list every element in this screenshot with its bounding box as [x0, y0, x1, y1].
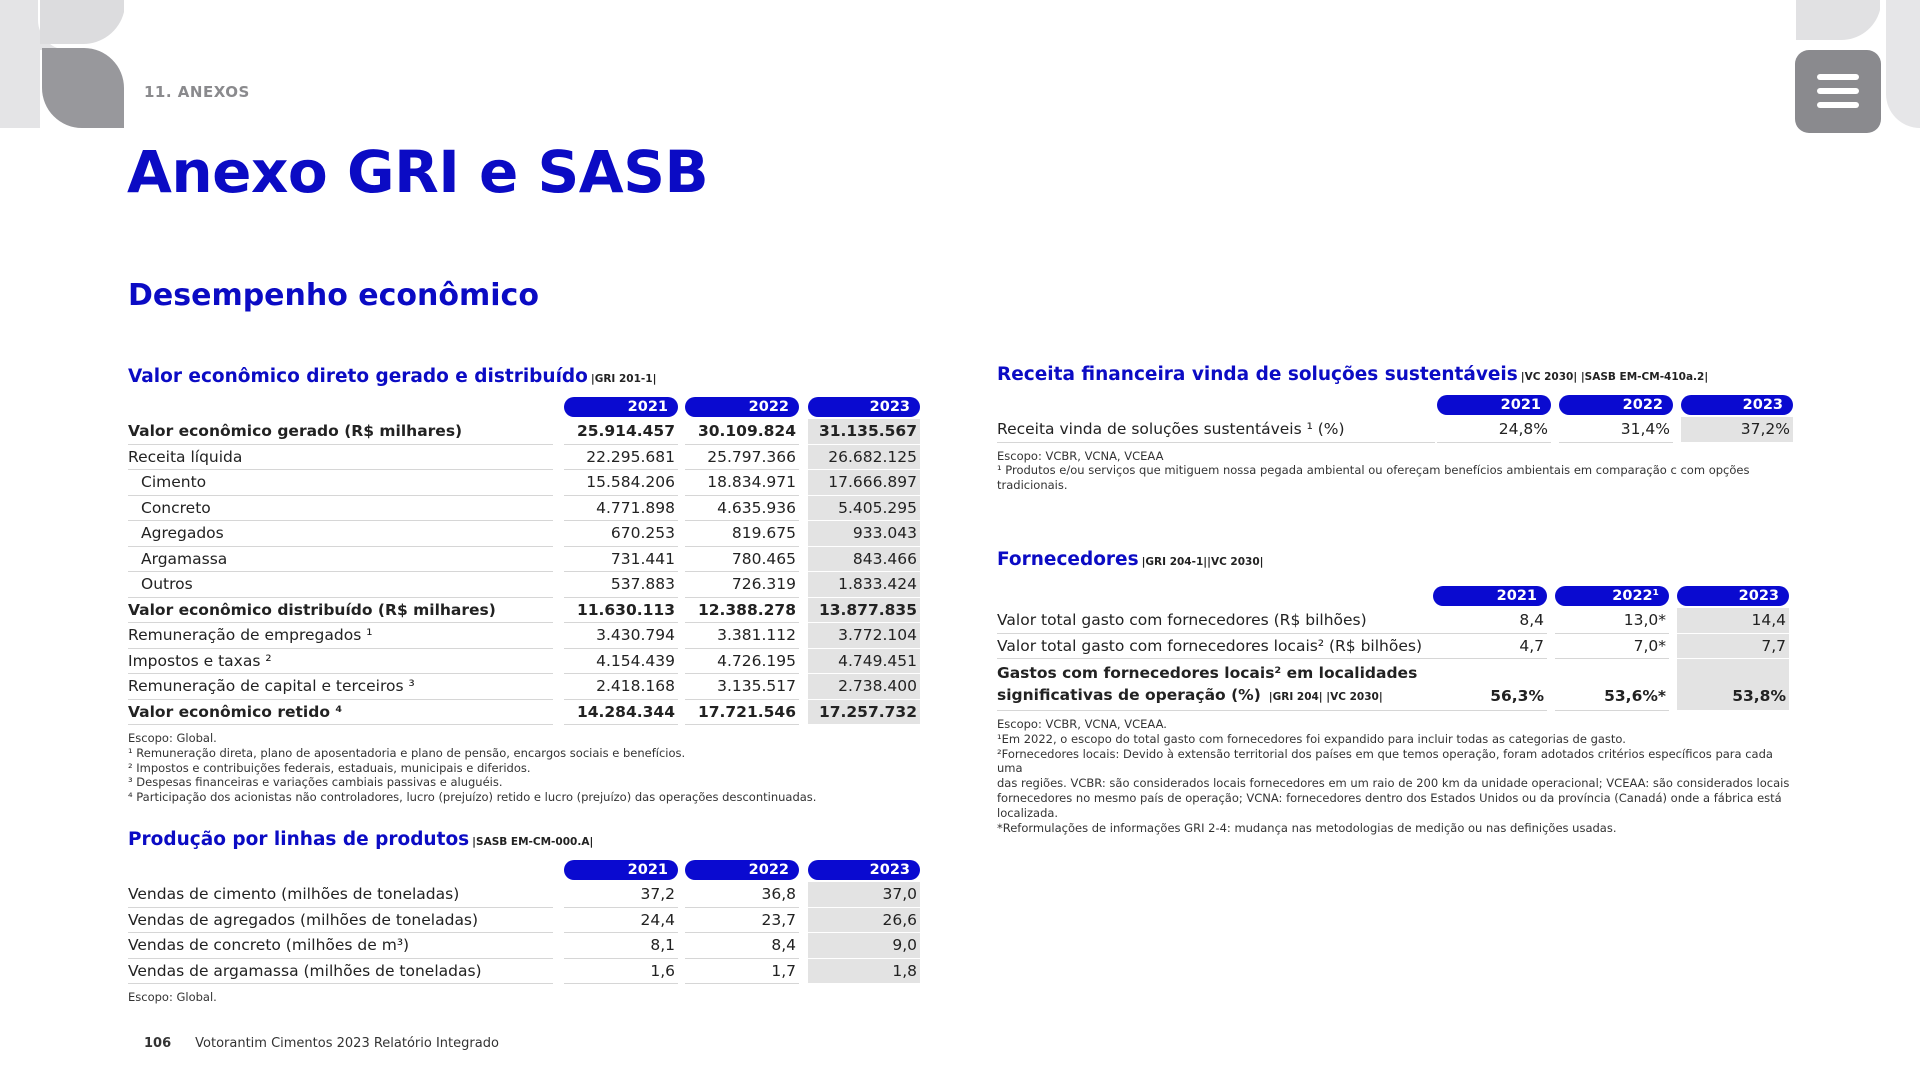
data-table	[128, 882, 923, 984]
footer-text: Votorantim Cimentos 2023 Relatório Integrado	[195, 1036, 499, 1051]
cell-value: 12.388.278	[685, 598, 799, 624]
year-pill: 2023	[1677, 586, 1789, 606]
cell-value: 8,4	[1433, 608, 1547, 634]
year-pill: 2023	[1681, 395, 1793, 415]
note-line: tradicionais.	[997, 478, 1068, 493]
row-label: Impostos e taxas ²	[128, 649, 553, 675]
year-pill: 2021	[1437, 395, 1551, 415]
cell-value: 726.319	[685, 572, 799, 598]
row-label: Remuneração de capital e terceiros ³	[128, 674, 553, 700]
table-row	[128, 933, 923, 959]
note-line: Escopo: VCBR, VCNA, VCEAA.	[997, 717, 1167, 731]
row-label: Argamassa	[128, 547, 553, 573]
note-line: Escopo: VCBR, VCNA, VCEAA	[997, 448, 1164, 463]
year-header	[128, 860, 923, 882]
page-title: Anexo GRI e SASB	[127, 138, 709, 206]
table-row	[128, 521, 923, 547]
year-header	[997, 586, 1797, 608]
table-row	[997, 608, 1797, 634]
row-tag: |GRI 204| |VC 2030|	[1268, 691, 1383, 703]
table-row	[128, 598, 923, 624]
block-title-text: Valor econômico direto gerado e distribuído	[128, 366, 588, 387]
cell-value: 4,7	[1433, 634, 1547, 660]
table-row	[128, 649, 923, 675]
row-label: Receita líquida	[128, 445, 553, 471]
cell-value: 3.430.794	[564, 623, 678, 649]
note-line: ²Fornecedores locais: Devido à extensão territorial dos países em que temos operação, foram adotados critérios específicos para cada uma	[997, 746, 1773, 776]
table-row	[997, 659, 1797, 711]
cell-value: 37,2%	[1681, 417, 1793, 443]
receita-block	[997, 364, 1797, 493]
row-label-line: Gastos com fornecedores locais² em localidades	[997, 664, 1418, 682]
table-row	[997, 634, 1797, 660]
cell-value: 1,8	[808, 959, 920, 985]
note-line: ¹ Produtos e/ou serviços que mitiguem nossa pegada ambiental ou ofereçam benefícios ambientais em comparação c com opções	[997, 463, 1750, 478]
cell-value: 3.135.517	[685, 674, 799, 700]
row-label: Agregados	[128, 521, 553, 547]
table-row	[128, 496, 923, 522]
block-title	[128, 829, 923, 850]
data-table	[997, 417, 1797, 443]
year-pill: 2022¹	[1555, 586, 1669, 606]
cell-value: 4.749.451	[808, 649, 920, 675]
cell-value: 17.666.897	[808, 470, 920, 496]
block-title-text: Fornecedores	[997, 549, 1139, 570]
row-label: Receita vinda de soluções sustentáveis ¹ (%)	[997, 417, 1435, 443]
cell-value: 24,8%	[1437, 417, 1551, 443]
cell-value: 37,2	[564, 882, 678, 908]
notes	[997, 449, 1797, 493]
table-row	[128, 882, 923, 908]
cell-value: 22.295.681	[564, 445, 678, 471]
cell-value: 26.682.125	[808, 445, 920, 471]
cell-value: 13,0*	[1555, 608, 1669, 634]
menu-icon-bar	[1817, 102, 1859, 108]
cell-value: 37,0	[808, 882, 920, 908]
table-row	[128, 908, 923, 934]
cell-value: 933.043	[808, 521, 920, 547]
corner-decoration-left	[0, 0, 130, 132]
table-row	[128, 959, 923, 985]
cell-value: 14.284.344	[564, 700, 678, 726]
block-tag: |VC 2030| |SASB EM-CM-410a.2|	[1520, 371, 1709, 383]
cell-value: 56,3%	[1433, 659, 1547, 711]
note-line: ³ Despesas financeiras e variações cambiais passivas e aluguéis.	[128, 775, 503, 790]
cell-value: 780.465	[685, 547, 799, 573]
cell-value: 15.584.206	[564, 470, 678, 496]
row-label: Vendas de agregados (milhões de toneladas)	[128, 908, 553, 934]
section-subtitle: Desempenho econômico	[128, 278, 539, 313]
cell-value: 1.833.424	[808, 572, 920, 598]
section-label: 11. ANEXOS	[144, 83, 250, 101]
table-row	[128, 470, 923, 496]
cell-value: 4.635.936	[685, 496, 799, 522]
cell-value: 8,1	[564, 933, 678, 959]
cell-value: 25.914.457	[564, 419, 678, 445]
block-tag: |GRI 204-1||VC 2030|	[1141, 556, 1264, 568]
block-tag: |GRI 201-1|	[590, 373, 657, 385]
row-label: Vendas de argamassa (milhões de toneladas)	[128, 959, 553, 985]
fornecedores-block	[997, 549, 1797, 835]
table-row	[128, 419, 923, 445]
notes	[128, 990, 923, 1005]
cell-value: 9,0	[808, 933, 920, 959]
cell-value: 31.135.567	[808, 419, 920, 445]
row-label: Valor econômico gerado (R$ milhares)	[128, 419, 553, 445]
year-pill: 2021	[564, 860, 678, 880]
valor-economico-block	[128, 366, 923, 805]
row-label: Vendas de cimento (milhões de toneladas)	[128, 882, 553, 908]
note-line: ¹ Remuneração direta, plano de aposentadoria e plano de pensão, encargos sociais e benefícios.	[128, 745, 686, 760]
block-title	[128, 366, 923, 387]
table-row	[128, 674, 923, 700]
cell-value: 731.441	[564, 547, 678, 573]
cell-value: 537.883	[564, 572, 678, 598]
row-label: Outros	[128, 572, 553, 598]
year-header	[997, 395, 1797, 417]
cell-value: 30.109.824	[685, 419, 799, 445]
table-row	[128, 700, 923, 726]
cell-value: 3.772.104	[808, 623, 920, 649]
row-label	[997, 659, 1435, 711]
row-label: Concreto	[128, 496, 553, 522]
year-pill: 2023	[808, 860, 920, 880]
cell-value: 4.726.195	[685, 649, 799, 675]
block-title-text: Produção por linhas de produtos	[128, 829, 470, 850]
cell-value: 53,8%	[1677, 659, 1789, 711]
note-line: *Reformulações de informações GRI 2-4: mudança nas metodologias de medição ou nas definições usadas.	[997, 820, 1617, 835]
year-pill: 2021	[1433, 586, 1547, 606]
year-pill: 2023	[808, 397, 920, 417]
block-title	[997, 549, 1797, 570]
cell-value: 36,8	[685, 882, 799, 908]
data-table	[128, 419, 923, 725]
cell-value: 819.675	[685, 521, 799, 547]
cell-value: 11.630.113	[564, 598, 678, 624]
cell-value: 17.257.732	[808, 700, 920, 726]
row-label-line	[997, 684, 1435, 708]
cell-value: 23,7	[685, 908, 799, 934]
note-line: das regiões. VCBR: são considerados locais fornecedores em um raio de 200 km da unidade operacional; VCEAA: são considerados locais	[997, 776, 1790, 791]
data-table	[997, 608, 1797, 659]
cell-value: 3.381.112	[685, 623, 799, 649]
note-line: Escopo: Global.	[128, 990, 217, 1004]
cell-value: 13.877.835	[808, 598, 920, 624]
notes	[128, 731, 923, 805]
menu-icon-bar	[1817, 88, 1859, 94]
year-pill: 2022	[1559, 395, 1673, 415]
row-label: Cimento	[128, 470, 553, 496]
notes	[997, 717, 1797, 835]
footer	[144, 1036, 499, 1051]
block-tag: |SASB EM-CM-000.A|	[472, 836, 594, 848]
cell-value: 670.253	[564, 521, 678, 547]
table-row	[128, 547, 923, 573]
block-title-text: Receita financeira vinda de soluções sustentáveis	[997, 364, 1518, 385]
cell-value: 2.418.168	[564, 674, 678, 700]
menu-button[interactable]	[1795, 50, 1881, 133]
note-line: localizada.	[997, 805, 1059, 820]
cell-value: 4.154.439	[564, 649, 678, 675]
row-label: Remuneração de empregados ¹	[128, 623, 553, 649]
year-pill: 2021	[564, 397, 678, 417]
table-row	[997, 417, 1797, 443]
cell-value: 843.466	[808, 547, 920, 573]
cell-value: 1,6	[564, 959, 678, 985]
note-line: ⁴ Participação dos acionistas não controladores, lucro (prejuízo) retido e lucro (prejuízo) das operações descontinuadas.	[128, 790, 817, 805]
row-label: Valor total gasto com fornecedores (R$ bilhões)	[997, 608, 1435, 634]
table-row	[128, 445, 923, 471]
cell-value: 24,4	[564, 908, 678, 934]
cell-value: 31,4%	[1559, 417, 1673, 443]
cell-value: 26,6	[808, 908, 920, 934]
cell-value: 5.405.295	[808, 496, 920, 522]
row-label: Valor econômico retido ⁴	[128, 700, 553, 726]
table-row	[128, 623, 923, 649]
cell-value: 7,0*	[1555, 634, 1669, 660]
row-label: Valor total gasto com fornecedores locais² (R$ bilhões)	[997, 634, 1435, 660]
cell-value: 25.797.366	[685, 445, 799, 471]
cell-value: 53,6%*	[1555, 659, 1669, 711]
cell-value: 2.738.400	[808, 674, 920, 700]
note-line: fornecedores no mesmo país de operação; VCNA: fornecedores dentro dos Estados Unidos ou da província (Canadá) onde a fábrica está	[997, 790, 1782, 805]
cell-value: 4.771.898	[564, 496, 678, 522]
row-label: Valor econômico distribuído (R$ milhares)	[128, 598, 553, 624]
note-line: ¹Em 2022, o escopo do total gasto com fornecedores foi expandido para incluir todas as categorias de gasto.	[997, 731, 1626, 746]
cell-value: 14,4	[1677, 608, 1789, 634]
year-pill: 2022	[685, 860, 799, 880]
block-title	[997, 364, 1797, 385]
year-header	[128, 397, 923, 419]
note-line: ² Impostos e contribuições federais, estaduais, municipais e diferidos.	[128, 760, 531, 775]
cell-value: 18.834.971	[685, 470, 799, 496]
year-pill: 2022	[685, 397, 799, 417]
cell-value: 8,4	[685, 933, 799, 959]
page-number: 106	[144, 1036, 172, 1051]
cell-value: 17.721.546	[685, 700, 799, 726]
row-label: Vendas de concreto (milhões de m³)	[128, 933, 553, 959]
note-line: Escopo: Global.	[128, 731, 217, 745]
cell-value: 7,7	[1677, 634, 1789, 660]
producao-block	[128, 829, 923, 1005]
table-row	[128, 572, 923, 598]
menu-icon	[1817, 74, 1859, 80]
cell-value: 1,7	[685, 959, 799, 985]
row-label-text: significativas de operação (%)	[997, 686, 1261, 704]
